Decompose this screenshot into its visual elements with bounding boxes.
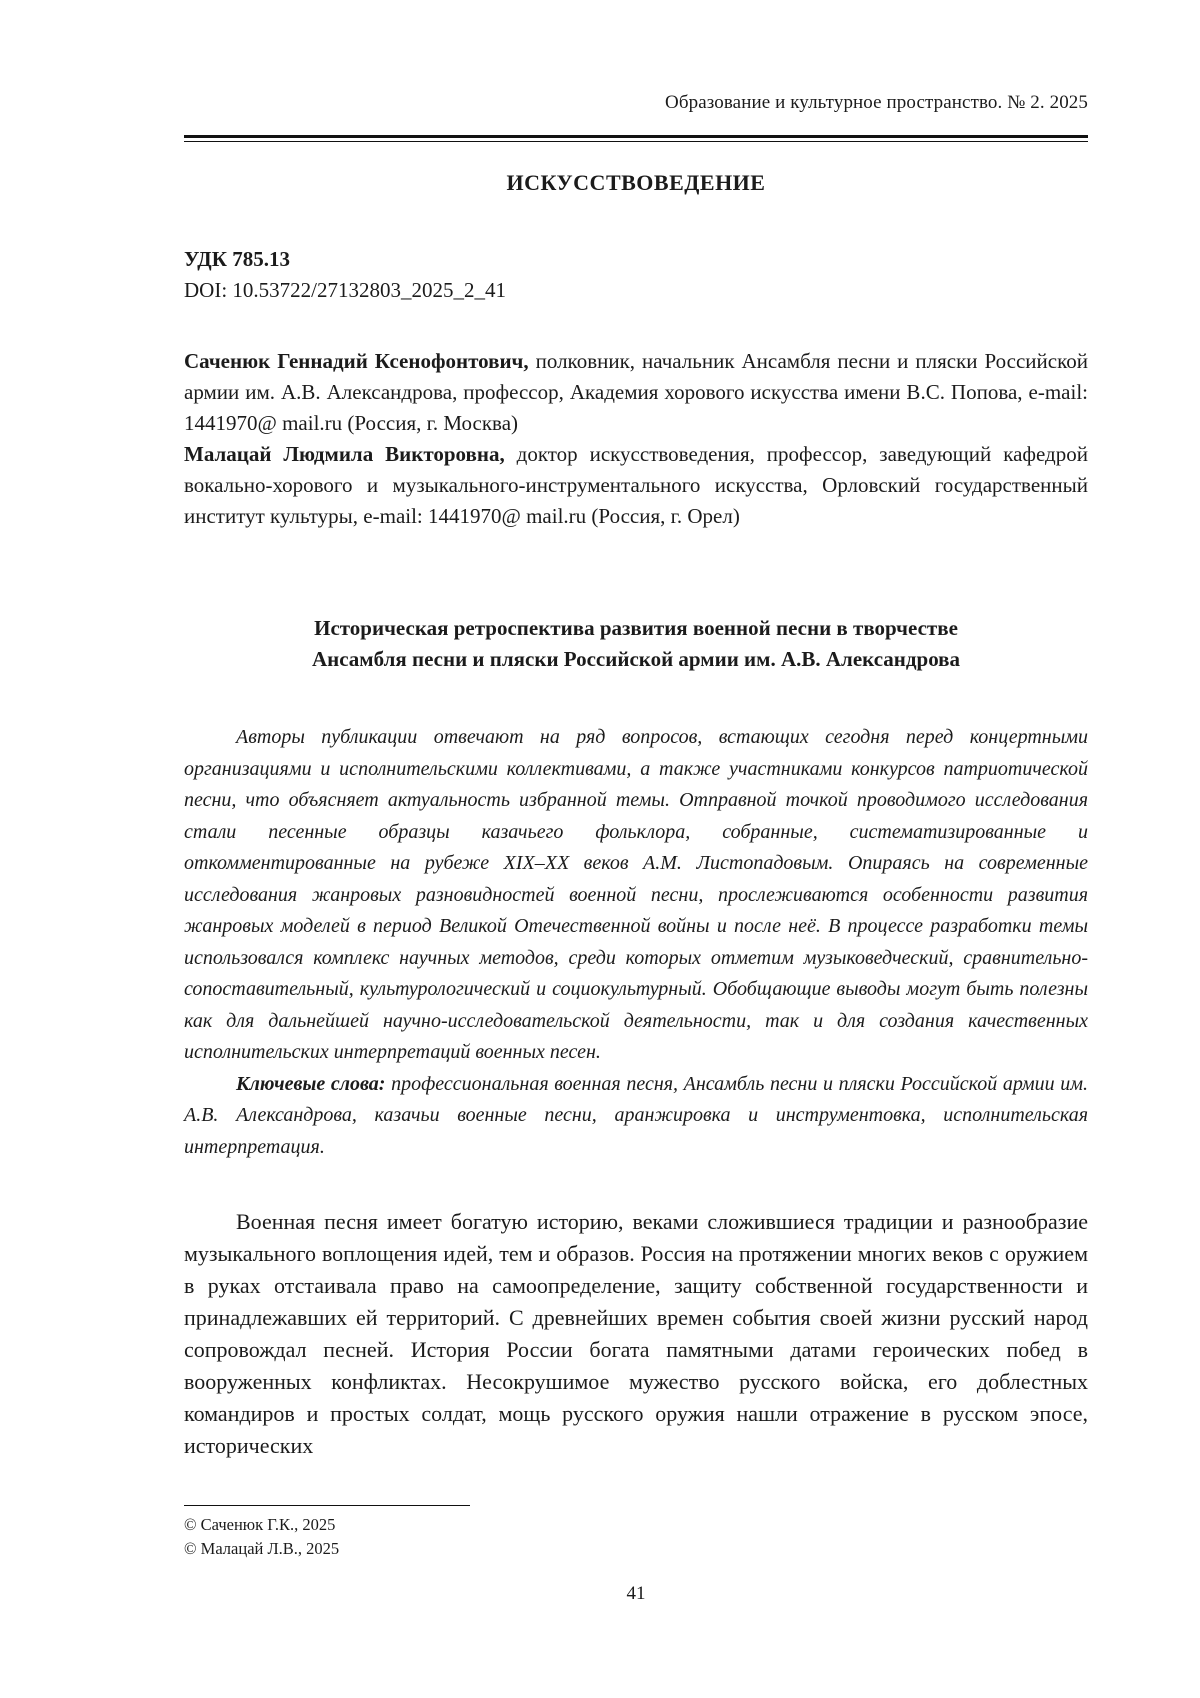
keywords-text: профессиональная военная песня, Ансамбль песни и пляски Российской армии им. А.В. Александрова, казачьи военные песни, аранжировка и инструментовка, исполнительская интерпретация. xyxy=(184,1072,1089,1158)
author-1 xyxy=(184,346,1088,439)
udk-code: УДК 785.13 xyxy=(184,247,290,271)
article-title-line-2: Ансамбля песни и пляски Российской армии им. А.В. Александрова xyxy=(311,647,961,671)
author-2 xyxy=(184,439,1088,532)
article-title xyxy=(184,613,1088,675)
keywords xyxy=(184,1069,1088,1164)
running-head: Образование и культурное пространство. № 2. 2025 xyxy=(665,92,1088,113)
author-block xyxy=(184,346,1088,532)
author-1-name: Саченюк Геннадий Ксенофонтович, xyxy=(184,349,529,373)
abstract: Авторы публикации отвечают на ряд вопросов, встающих сегодня перед концертными организациями и исполнительскими коллективами, а также участниками конкурсов патриотической песни, что объясняет актуальность избранной темы. Отправной точкой проводимого исследования стали песенные образцы казачьего фольклора, собранные, систематизированные и откомментированные на рубеже XIX–XX веков А.М. Листопадовым. Опираясь на современные исследования жанровых разновидностей военной песни, прослеживаются особенности развития жанровых моделей в период Великой Отечественной войны и после неё. В процессе разработки темы использовался комплекс научных методов, среди которых отметим музыковедческий, сравнительно-сопоставительный, культурологический и социокультурный. Обобщающие выводы могут быть полезны как для дальнейшей научно-исследовательской деятельности, так и для создания качественных исполнительских интерпретаций военных песен. xyxy=(184,726,1088,1063)
author-1-info: полковник, начальник Ансамбля песни и пляски Российской армии им. А.В. Александрова, профессор, Академия хорового искусства имени В.С. Попова, e-mail: 1441970@ mail.ru (Россия, г. Москва) xyxy=(184,349,1088,435)
header-rule-thick xyxy=(184,135,1088,138)
footnote-rule xyxy=(184,1505,470,1506)
body-paragraph: Военная песня имеет богатую историю, веками сложившиеся традиции и разнообразие музыкального воплощения идей, тем и образов. Россия на протяжении многих веков с оружием в руках отстаивала право на самоопределение, защиту собственной государственности и принадлежавших ей территорий. С древнейших времен события своей жизни русский народ сопровождал песней. История России богата памятными датами героических побед в вооруженных конфликтах. Несокрушимое мужество русского войска, его доблестных командиров и простых солдат, мощь русского оружия нашли отражение в русском эпосе, исторических xyxy=(184,1209,1088,1458)
section-title: ИСКУССТВОВЕДЕНИЕ xyxy=(506,170,766,195)
article-title-line-1: Историческая ретроспектива развития военной песни в творчестве xyxy=(314,616,958,640)
header-rule-thin xyxy=(184,141,1088,142)
abstract-block xyxy=(184,722,1088,1163)
footnote-1: © Саченюк Г.К., 2025 xyxy=(184,1515,336,1534)
footnote-2: © Малацай Л.В., 2025 xyxy=(184,1539,340,1558)
doi: DOI: 10.53722/27132803_2025_2_41 xyxy=(184,278,506,302)
author-2-name: Малацай Людмила Викторовна, xyxy=(184,442,505,466)
body-text xyxy=(184,1206,1088,1462)
page-number: 41 xyxy=(626,1583,646,1604)
author-2-info: доктор искусствоведения, профессор, заведующий кафедрой вокально-хорового и музыкального-инструментального искусства, Орловский государственный институт культуры, e-mail: 1441970@ mail.ru (Россия, г. Орел) xyxy=(184,442,1088,528)
keywords-label: Ключевые слова: xyxy=(236,1072,386,1095)
